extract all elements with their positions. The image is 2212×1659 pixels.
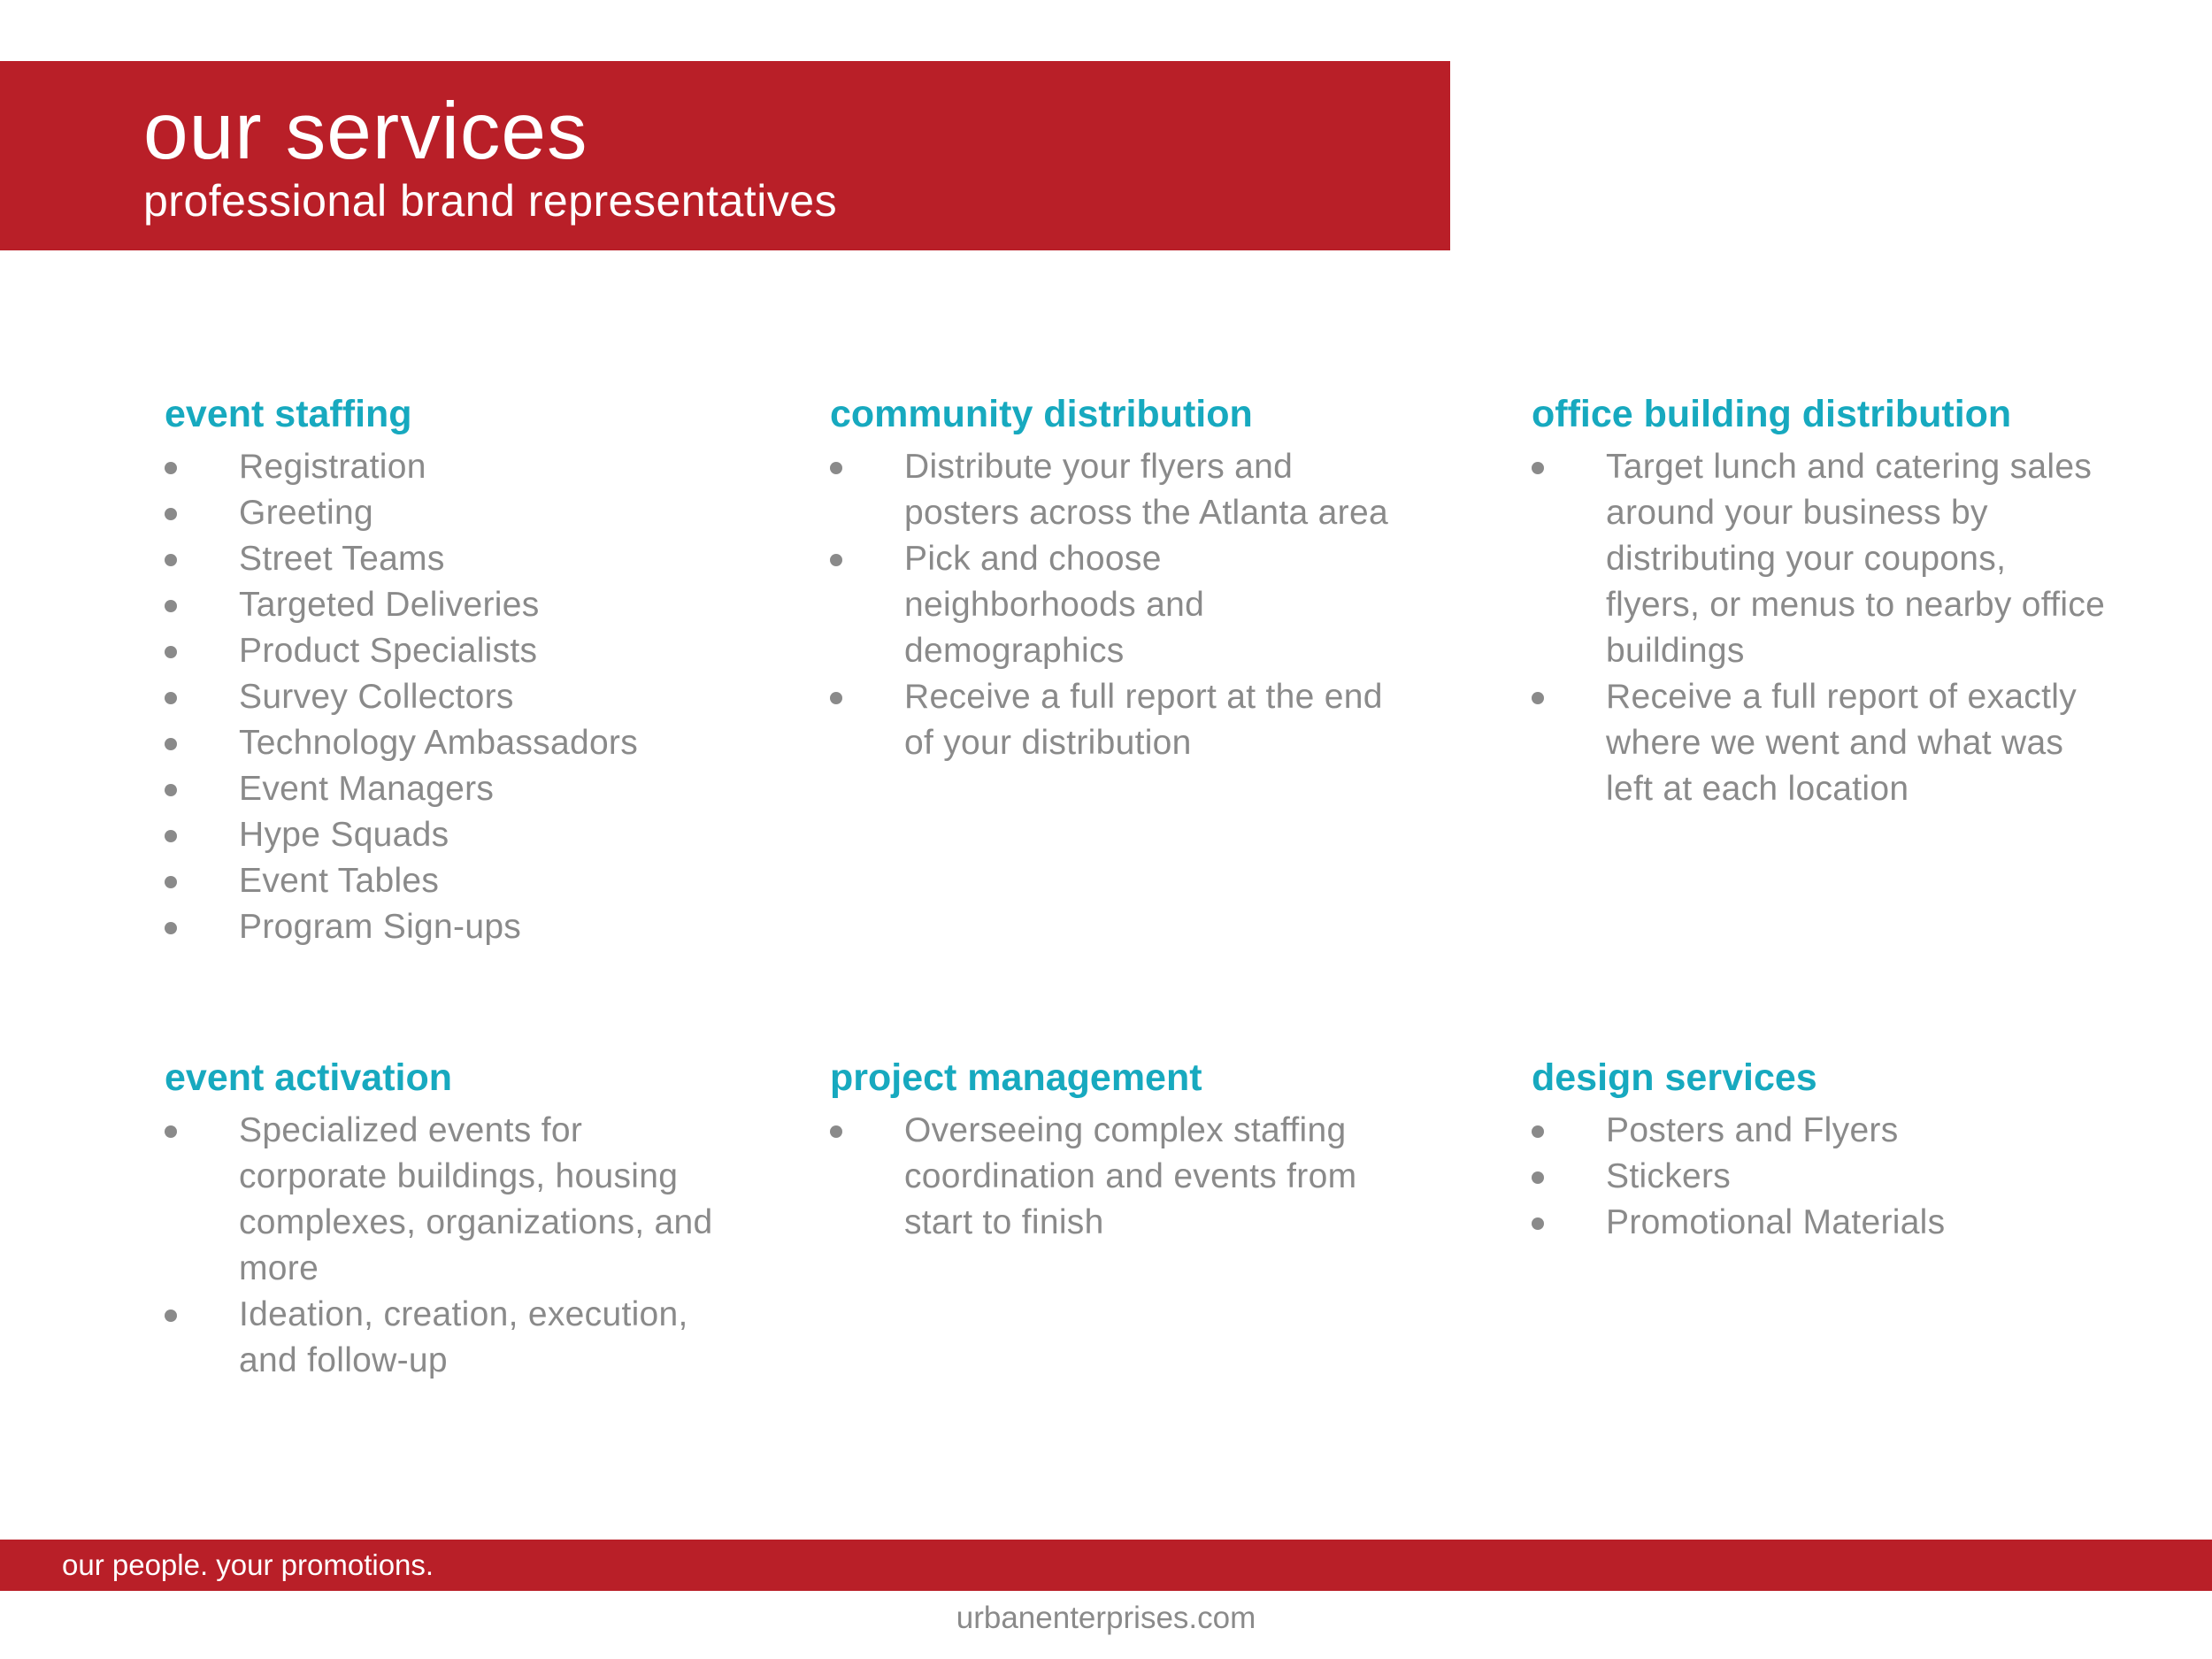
footer-tagline: our people. your promotions. (62, 1548, 434, 1581)
list-item-text: Promotional Materials (1606, 1203, 1946, 1241)
section-heading: project management (830, 1056, 1202, 1099)
bullet-dot-icon (165, 554, 177, 566)
section-design-services (1532, 1055, 2107, 1246)
list-item (165, 812, 731, 858)
list-item (1532, 674, 2107, 812)
list-item-text: Overseeing complex staffing coordination and events from start to finish (904, 1111, 1357, 1241)
bullet-list (1532, 444, 2107, 812)
list-item (165, 536, 731, 582)
list-item (165, 444, 731, 490)
bullet-dot-icon (1532, 692, 1544, 704)
footer-website-url: urbanenterprises.com (956, 1601, 1256, 1635)
list-item-text: Targeted Deliveries (239, 586, 540, 624)
bullet-dot-icon (1532, 1217, 1544, 1230)
list-item (1532, 444, 2107, 674)
list-item-text: Receive a full report of exactly where we went and what was left at each location (1606, 678, 2078, 808)
list-item-text: Product Specialists (239, 632, 538, 670)
section-project-management (830, 1055, 1396, 1246)
section-heading: office building distribution (1532, 393, 2012, 435)
list-item-text: Receive a full report at the end of your distribution (904, 678, 1383, 762)
list-item (165, 1292, 731, 1384)
list-item-text: Program Sign-ups (239, 908, 522, 946)
bullet-dot-icon (165, 462, 177, 474)
list-item-text: Survey Collectors (239, 678, 514, 716)
bullet-list (830, 1108, 1396, 1246)
bullet-dot-icon (1532, 1125, 1544, 1138)
section-event-activation (165, 1055, 731, 1384)
list-item-text: Event Managers (239, 770, 495, 808)
bullet-dot-icon (165, 646, 177, 658)
list-item-text: Greeting (239, 494, 373, 532)
section-heading: design services (1532, 1056, 1817, 1099)
list-item (830, 674, 1396, 766)
bullet-dot-icon (165, 1310, 177, 1322)
list-item (165, 904, 731, 950)
section-heading: event activation (165, 1056, 452, 1099)
bullet-dot-icon (165, 876, 177, 888)
bullet-dot-icon (165, 784, 177, 796)
bullet-dot-icon (165, 922, 177, 934)
bullet-list (1532, 1108, 2107, 1246)
section-community-distribution (830, 391, 1396, 766)
section-heading: community distribution (830, 393, 1253, 435)
page-title: our services (143, 87, 588, 176)
bullet-list (165, 1108, 731, 1384)
bullet-dot-icon (830, 554, 842, 566)
list-item-text: Distribute your flyers and posters across the Atlanta area (904, 448, 1388, 532)
list-item-text: Posters and Flyers (1606, 1111, 1899, 1149)
list-item-text: Hype Squads (239, 816, 449, 854)
bullet-dot-icon (165, 600, 177, 612)
list-item-text: Registration (239, 448, 426, 486)
bullet-dot-icon (165, 1125, 177, 1138)
list-item-text: Ideation, creation, execution, and follow-up (239, 1295, 688, 1379)
list-item-text: Target lunch and catering sales around your business by distributing your coupons, flyers, or menus to nearby office buildings (1606, 448, 2106, 670)
bullet-dot-icon (830, 692, 842, 704)
bullet-dot-icon (165, 508, 177, 520)
section-event-staffing (165, 391, 731, 950)
list-item-text: Pick and choose neighborhoods and demographics (904, 540, 1205, 670)
bullet-dot-icon (1532, 1171, 1544, 1184)
list-item (165, 858, 731, 904)
list-item-text: Specialized events for corporate buildings, housing complexes, organizations, and more (239, 1111, 713, 1287)
list-item (1532, 1200, 2107, 1246)
list-item (830, 1108, 1396, 1246)
list-item (1532, 1154, 2107, 1200)
list-item-text: Technology Ambassadors (239, 724, 639, 762)
section-heading: event staffing (165, 393, 412, 435)
list-item (830, 444, 1396, 536)
list-item (165, 490, 731, 536)
bullet-dot-icon (165, 692, 177, 704)
page-subtitle: professional brand representatives (143, 176, 838, 226)
list-item (165, 674, 731, 720)
bullet-list (165, 444, 731, 950)
list-item (830, 536, 1396, 674)
section-office-building-distribution (1532, 391, 2107, 812)
list-item-text: Stickers (1606, 1157, 1732, 1195)
bullet-dot-icon (165, 830, 177, 842)
list-item (165, 720, 731, 766)
bullet-dot-icon (165, 738, 177, 750)
bullet-dot-icon (1532, 462, 1544, 474)
list-item (165, 1108, 731, 1292)
list-item-text: Event Tables (239, 862, 440, 900)
list-item (165, 628, 731, 674)
list-item (165, 582, 731, 628)
bullet-dot-icon (830, 1125, 842, 1138)
bullet-list (830, 444, 1396, 766)
list-item (1532, 1108, 2107, 1154)
list-item (165, 766, 731, 812)
list-item-text: Street Teams (239, 540, 445, 578)
bullet-dot-icon (830, 462, 842, 474)
